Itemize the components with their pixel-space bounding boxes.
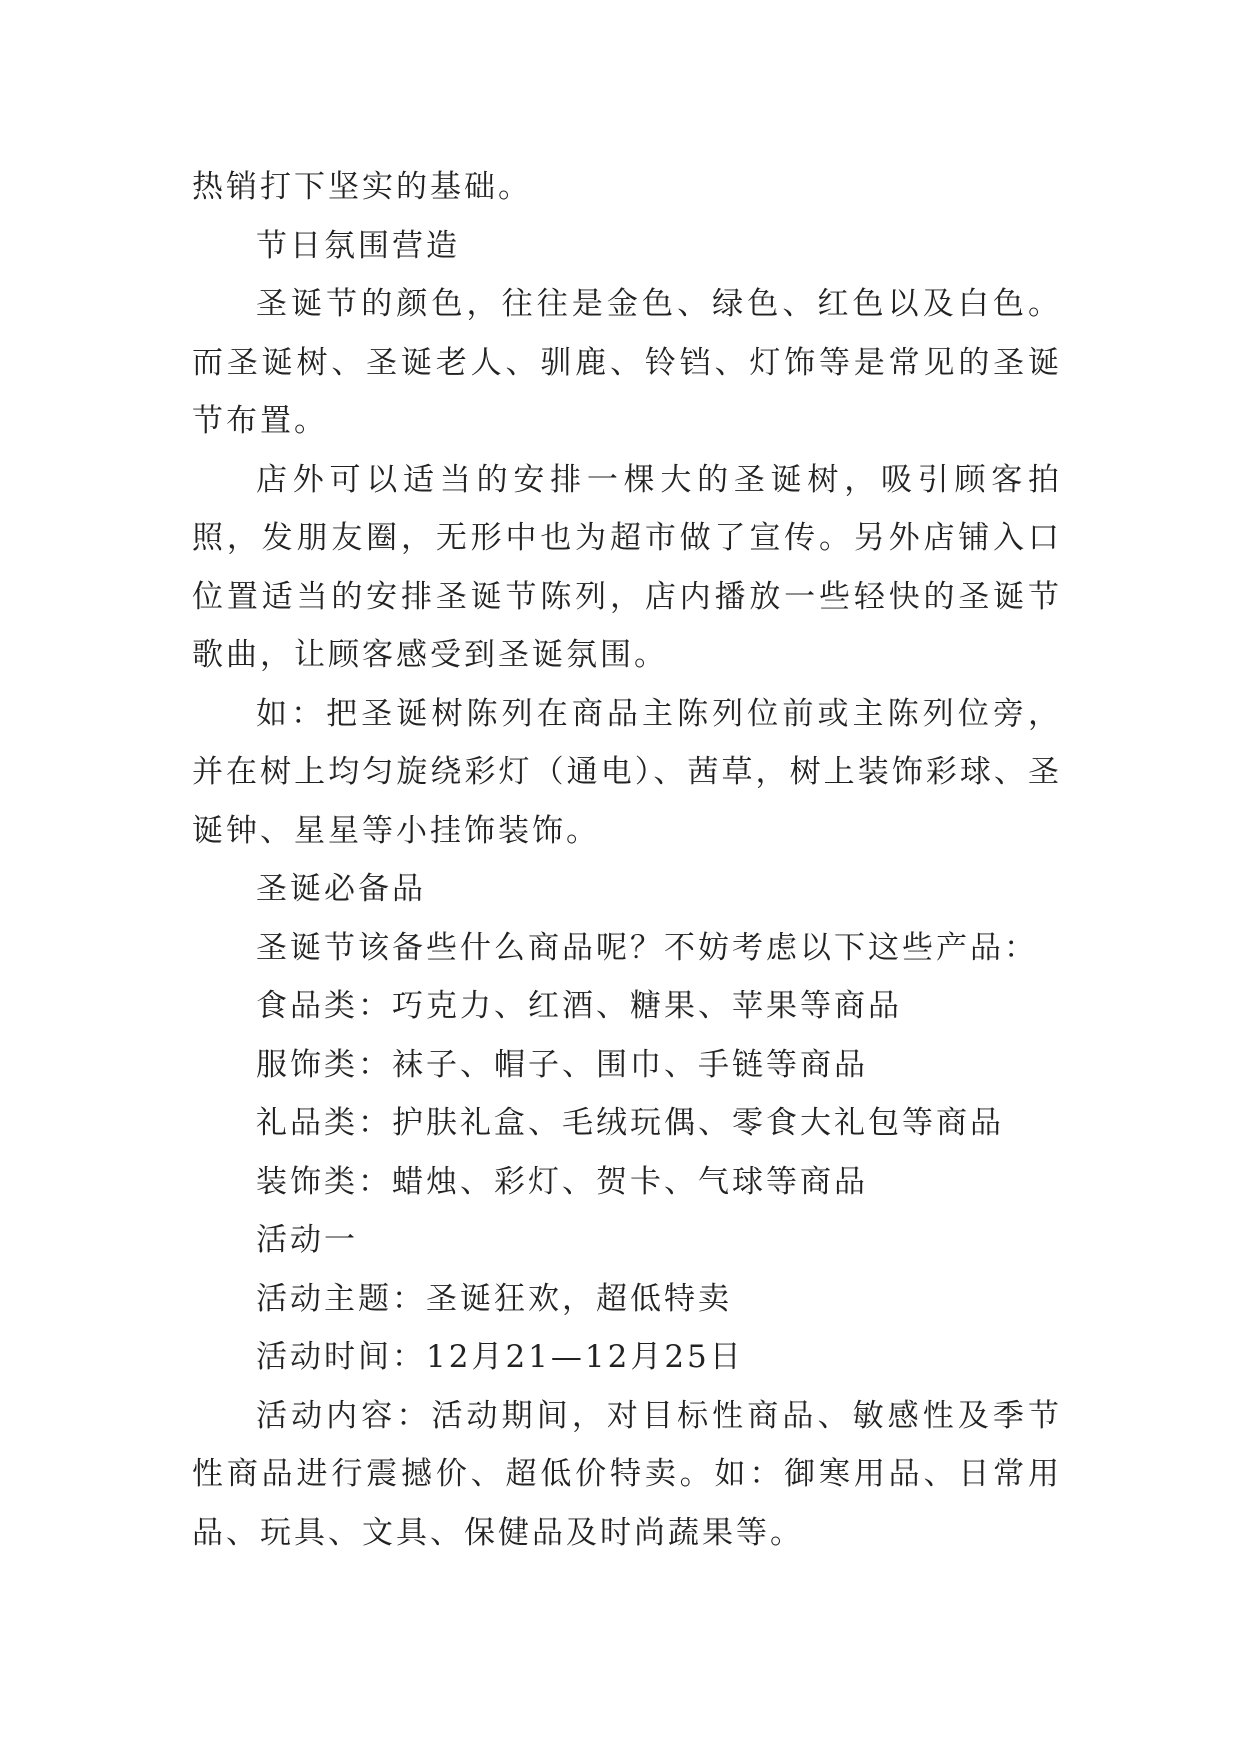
section-heading: 活动一 [256,1222,358,1258]
paragraph: 活动内容：活动期间，对目标性商品、敏感性及季节性商品进行震撼价、超低价特卖。如：御寒用品、日常用品、玩具、文具、保健品及时尚蔬果等。 [192,1397,1062,1551]
paragraph: 如：把圣诞树陈列在商品主陈列位前或主陈列位旁，并在树上均匀旋绕彩灯（通电）、茜草，树上装饰彩球、圣诞钟、星星等小挂饰装饰。 [192,695,1062,849]
paragraph: 活动主题：圣诞狂欢，超低特卖 [256,1280,732,1317]
paragraph: 圣诞节该备些什么商品呢？不妨考虑以下这些产品： [256,929,1038,966]
section-heading: 节日氛围营造 [256,227,460,264]
list-item: 食品类：巧克力、红酒、糖果、苹果等商品 [256,988,902,1024]
paragraph: 圣诞节的颜色，往往是金色、绿色、红色以及白色。而圣诞树、圣诞老人、驯鹿、铃铛、灯饰等是常见的圣诞节布置。 [192,286,1062,439]
paragraph: 店外可以适当的安排一棵大的圣诞树，吸引顾客拍照，发朋友圈，无形中也为超市做了宣传。另外店铺入口位置适当的安排圣诞节陈列，店内播放一些轻快的圣诞节歌曲，让顾客感受到圣诞氛围。 [192,461,1062,673]
document-body [192,158,1062,1562]
list-item: 服饰类：袜子、帽子、围巾、手链等商品 [256,1046,868,1083]
paragraph: 热销打下坚实的基础。 [192,169,532,205]
list-item: 礼品类：护肤礼盒、毛绒玩偶、零食大礼包等商品 [256,1105,1004,1141]
list-item: 装饰类：蜡烛、彩灯、贺卡、气球等商品 [256,1163,868,1200]
section-heading: 圣诞必备品 [256,871,426,907]
paragraph: 活动时间：12月21—12月25日 [256,1339,744,1375]
